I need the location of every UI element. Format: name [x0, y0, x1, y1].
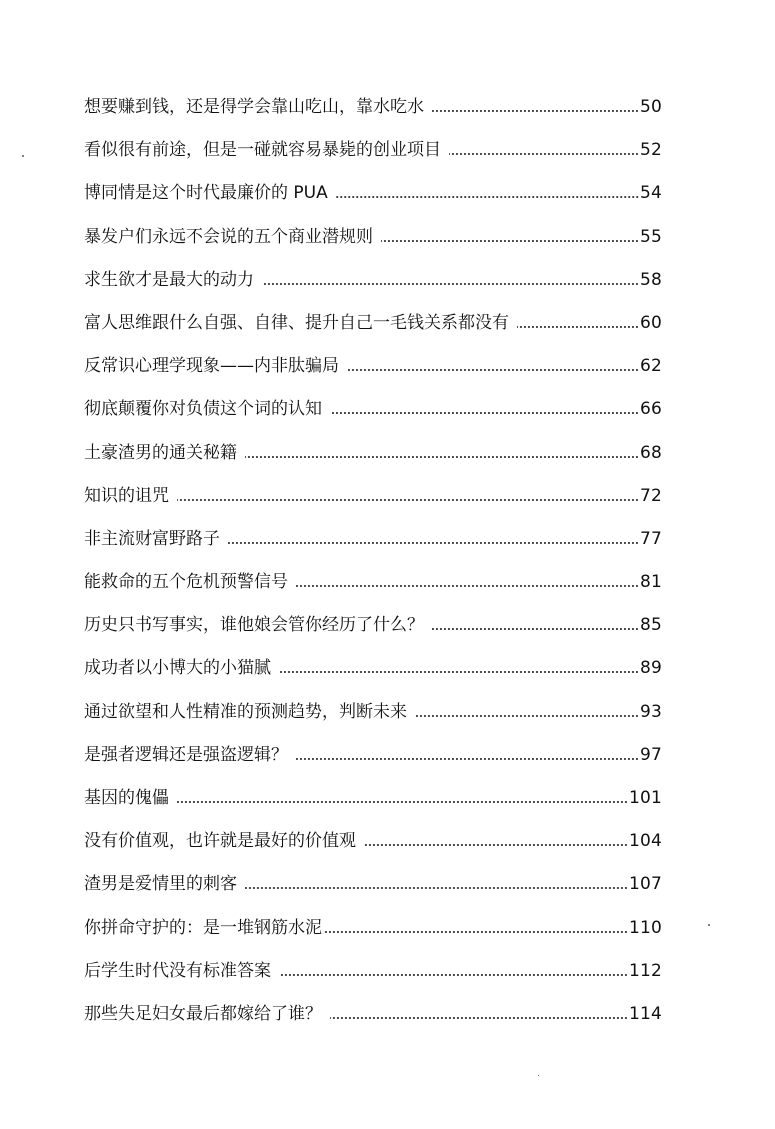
- toc-entry[interactable]: [84, 526, 662, 569]
- toc-page-number: 60: [639, 312, 662, 333]
- toc-entry-title: 博同情是这个时代最廉价的 PUA: [84, 183, 328, 204]
- toc-entry-title: 没有价值观，也许就是最好的价值观: [84, 831, 356, 852]
- toc-page-number: 68: [639, 442, 662, 463]
- toc-entry[interactable]: [84, 785, 662, 828]
- toc-dot-leader: [279, 671, 639, 673]
- toc-page-number: 52: [639, 140, 662, 161]
- toc-page-number: 54: [639, 183, 662, 204]
- toc-dot-leader: [245, 887, 628, 889]
- toc-dot-leader: [324, 931, 628, 933]
- toc-page-number: 85: [639, 615, 662, 636]
- toc-entry[interactable]: [84, 871, 662, 914]
- toc-entry[interactable]: [84, 483, 662, 526]
- toc-entry[interactable]: [84, 310, 662, 353]
- toc-page-number: 112: [628, 960, 662, 981]
- scan-speck: [22, 155, 24, 157]
- toc-entry-title: 彻底颠覆你对负债这个词的认知: [84, 399, 322, 420]
- toc-entry-title: 暴发户们永远不会说的五个商业潜规则: [84, 226, 373, 247]
- toc-page-number: 50: [639, 97, 662, 117]
- toc-entry[interactable]: [84, 742, 662, 785]
- toc-dot-leader: [449, 153, 639, 155]
- toc-page-number: 114: [628, 1003, 662, 1024]
- toc-dot-leader: [336, 196, 639, 198]
- toc-entry-title: 想要赚到钱，还是得学会靠山吃山，靠水吃水: [84, 97, 424, 117]
- toc-dot-leader: [330, 1017, 628, 1019]
- toc-entry-title: 历史只书写事实，谁他娘会管你经历了什么？: [84, 615, 424, 636]
- toc-page-number: 104: [628, 831, 662, 852]
- toc-page-number: 55: [639, 226, 662, 247]
- table-of-contents: [84, 94, 662, 1044]
- toc-page-number: 89: [639, 658, 662, 679]
- toc-dot-leader: [177, 499, 639, 501]
- toc-dot-leader: [245, 456, 639, 458]
- toc-entry[interactable]: [84, 267, 662, 310]
- toc-entry-title: 知识的诅咒: [84, 485, 169, 506]
- toc-dot-leader: [364, 844, 628, 846]
- toc-page-number: 58: [639, 269, 662, 290]
- toc-dot-leader: [517, 326, 639, 328]
- scan-speck: [708, 924, 710, 926]
- toc-entry-title: 求生欲才是最大的动力: [84, 269, 254, 290]
- toc-entry[interactable]: [84, 699, 662, 742]
- toc-entry-title: 通过欲望和人性精准的预测趋势，判断未来: [84, 701, 407, 722]
- toc-entry-title: 能救命的五个危机预警信号: [84, 572, 288, 593]
- toc-entry[interactable]: [84, 440, 662, 483]
- toc-dot-leader: [279, 974, 628, 976]
- toc-page-number: 62: [639, 356, 662, 377]
- toc-entry-title: 富人思维跟什么自强、自律、提升自己一毛钱关系都没有: [84, 312, 509, 333]
- toc-entry-title: 后学生时代没有标准答案: [84, 960, 271, 981]
- toc-entry[interactable]: [84, 137, 662, 180]
- toc-dot-leader: [415, 715, 639, 717]
- toc-entry[interactable]: [84, 915, 662, 958]
- toc-page-number: 66: [639, 399, 662, 420]
- toc-page-number: 93: [639, 701, 662, 722]
- toc-page-number: 110: [628, 917, 662, 938]
- toc-entry[interactable]: [84, 1001, 662, 1044]
- toc-page-number: 101: [628, 788, 662, 808]
- toc-entry[interactable]: [84, 224, 662, 267]
- toc-entry[interactable]: [84, 828, 662, 871]
- toc-dot-leader: [228, 542, 639, 544]
- toc-entry[interactable]: [84, 396, 662, 439]
- toc-entry-title: 是强者逻辑还是强盗逻辑？: [84, 744, 288, 765]
- toc-entry[interactable]: [84, 180, 662, 223]
- toc-entry[interactable]: [84, 655, 662, 698]
- toc-entry-title: 看似很有前途，但是一碰就容易暴毙的创业项目: [84, 140, 441, 161]
- toc-entry-title: 土豪渣男的通关秘籍: [84, 442, 237, 463]
- toc-entry[interactable]: [84, 353, 662, 396]
- toc-page-number: 97: [639, 744, 662, 765]
- toc-entry-title: 那些失足妇女最后都嫁给了谁？: [84, 1003, 322, 1024]
- toc-dot-leader: [177, 801, 628, 803]
- toc-dot-leader: [330, 412, 639, 414]
- toc-entry-title: 反常识心理学现象——内非肽骗局: [84, 356, 339, 377]
- toc-entry-title: 基因的傀儡: [84, 788, 169, 808]
- toc-entry[interactable]: [84, 612, 662, 655]
- toc-dot-leader: [347, 369, 639, 371]
- scan-speck: [538, 1075, 539, 1076]
- toc-entry[interactable]: [84, 958, 662, 1001]
- toc-dot-leader: [296, 758, 639, 760]
- toc-entry-title: 成功者以小博大的小猫腻: [84, 658, 271, 679]
- toc-dot-leader: [262, 283, 639, 285]
- toc-entry[interactable]: [84, 569, 662, 612]
- toc-entry-title: 渣男是爱情里的刺客: [84, 874, 237, 895]
- toc-page-number: 72: [639, 485, 662, 506]
- toc-dot-leader: [381, 240, 639, 242]
- toc-entry-title: 非主流财富野路子: [84, 528, 220, 549]
- toc-page-number: 107: [628, 874, 662, 895]
- toc-entry-title: 你拼命守护的：是一堆钢筋水泥: [84, 917, 322, 938]
- toc-entry[interactable]: [84, 94, 662, 137]
- toc-page-number: 77: [639, 528, 662, 549]
- toc-page-number: 81: [639, 572, 662, 593]
- toc-dot-leader: [432, 628, 639, 630]
- toc-dot-leader: [296, 585, 639, 587]
- toc-dot-leader: [432, 110, 639, 112]
